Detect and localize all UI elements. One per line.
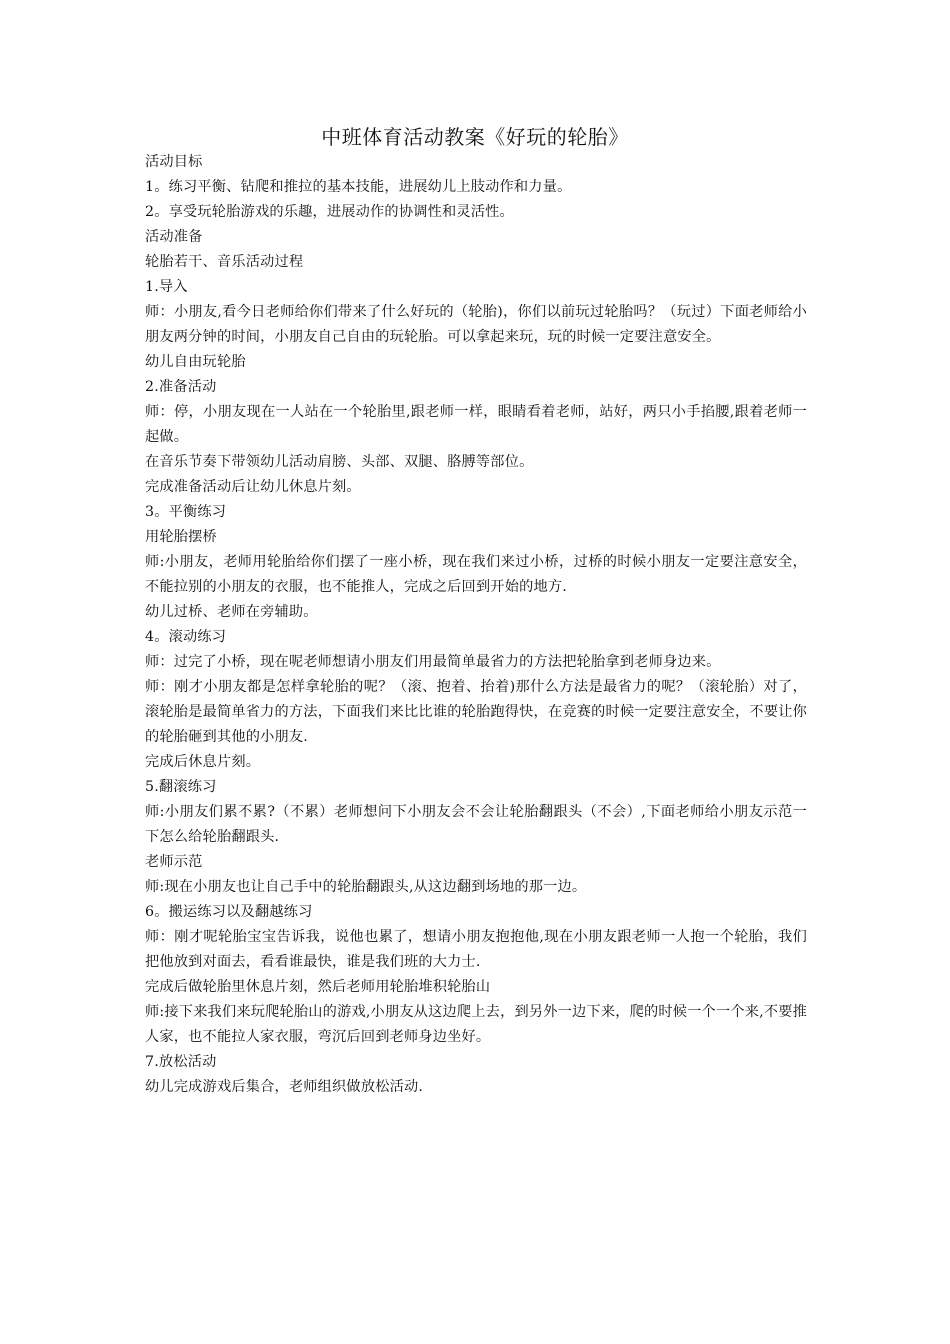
preparation-text: 轮胎若干、音乐活动过程 [145, 254, 304, 270]
step-heading-carrying: 6。搬运练习以及翻越练习 [145, 904, 313, 920]
step-heading-warmup: 2.准备活动 [145, 379, 217, 395]
document-title: 中班体育活动教案《好玩的轮胎》 [321, 125, 629, 149]
paragraph: 完成准备活动后让幼儿休息片刻。 [145, 479, 361, 495]
paragraph: 师:接下来我们来玩爬轮胎山的游戏,小朋友从这边爬上去，到另外一边下来，爬的时候一个一个来,不要推人家，也不能拉人家衣服，弯沉后回到老师身边坐好。 [145, 1004, 807, 1045]
section-heading-goals: 活动目标 [145, 154, 203, 170]
step-heading-rolling: 4。滚动练习 [145, 629, 227, 645]
paragraph: 幼儿自由玩轮胎 [145, 354, 246, 370]
paragraph: 在音乐节奏下带领幼儿活动肩膀、头部、双腿、胳膊等部位。 [145, 454, 534, 470]
section-heading-preparation: 活动准备 [145, 229, 203, 245]
document-body [145, 150, 807, 1100]
paragraph: 师:小朋友们累不累?（不累）老师想问下小朋友会不会让轮胎翻跟头（不会）,下面老师给小朋友示范一下怎么给轮胎翻跟头. [145, 804, 807, 845]
paragraph: 幼儿完成游戏后集合，老师组织做放松活动. [145, 1079, 424, 1095]
paragraph: 完成后休息片刻。 [145, 754, 261, 770]
paragraph: 师：停，小朋友现在一人站在一个轮胎里,跟老师一样，眼睛看着老师，站好，两只小手掐腰,跟着老师一起做。 [145, 404, 807, 445]
step-heading-flipping: 5.翻滚练习 [145, 779, 217, 795]
paragraph: 师：刚才小朋友都是怎样拿轮胎的呢？（滚、抱着、抬着)那什么方法是最省力的呢？（滚轮胎）对了，滚轮胎是最简单省力的方法，下面我们来比比谁的轮胎跑得快，在竞赛的时候一定要注意安全，不要让你的轮胎砸到其他的小朋友. [145, 679, 807, 745]
paragraph: 师：小朋友,看今日老师给你们带来了什么好玩的（轮胎)，你们以前玩过轮胎吗？（玩过）下面老师给小朋友两分钟的时间，小朋友自己自由的玩轮胎。可以拿起来玩，玩的时候一定要注意安全。 [145, 304, 807, 345]
paragraph: 完成后做轮胎里休息片刻，然后老师用轮胎堆积轮胎山 [145, 979, 491, 995]
paragraph: 用轮胎摆桥 [145, 529, 217, 545]
goal-item: 1。练习平衡、钻爬和推拉的基本技能，进展幼儿上肢动作和力量。 [145, 179, 572, 195]
paragraph: 师：过完了小桥，现在呢老师想请小朋友们用最简单最省力的方法把轮胎拿到老师身边来。 [145, 654, 721, 670]
paragraph: 老师示范 [145, 854, 203, 870]
step-heading-balance: 3。平衡练习 [145, 504, 227, 520]
step-heading-intro: 1.导入 [145, 279, 188, 295]
paragraph: 幼儿过桥、老师在旁辅助。 [145, 604, 318, 620]
paragraph: 师:现在小朋友也让自己手中的轮胎翻跟头,从这边翻到场地的那一边。 [145, 879, 587, 895]
goal-item: 2。享受玩轮胎游戏的乐趣，进展动作的协调性和灵活性。 [145, 204, 514, 220]
paragraph: 师：刚才呢轮胎宝宝告诉我，说他也累了，想请小朋友抱抱他,现在小朋友跟老师一人抱一个轮胎，我们把他放到对面去，看看谁最快，谁是我们班的大力士. [145, 929, 807, 970]
paragraph: 师:小朋友，老师用轮胎给你们摆了一座小桥，现在我们来过小桥，过桥的时候小朋友一定要注意安全，不能拉别的小朋友的衣服，也不能推人，完成之后回到开始的地方. [145, 554, 807, 595]
step-heading-cooldown: 7.放松活动 [145, 1054, 217, 1070]
